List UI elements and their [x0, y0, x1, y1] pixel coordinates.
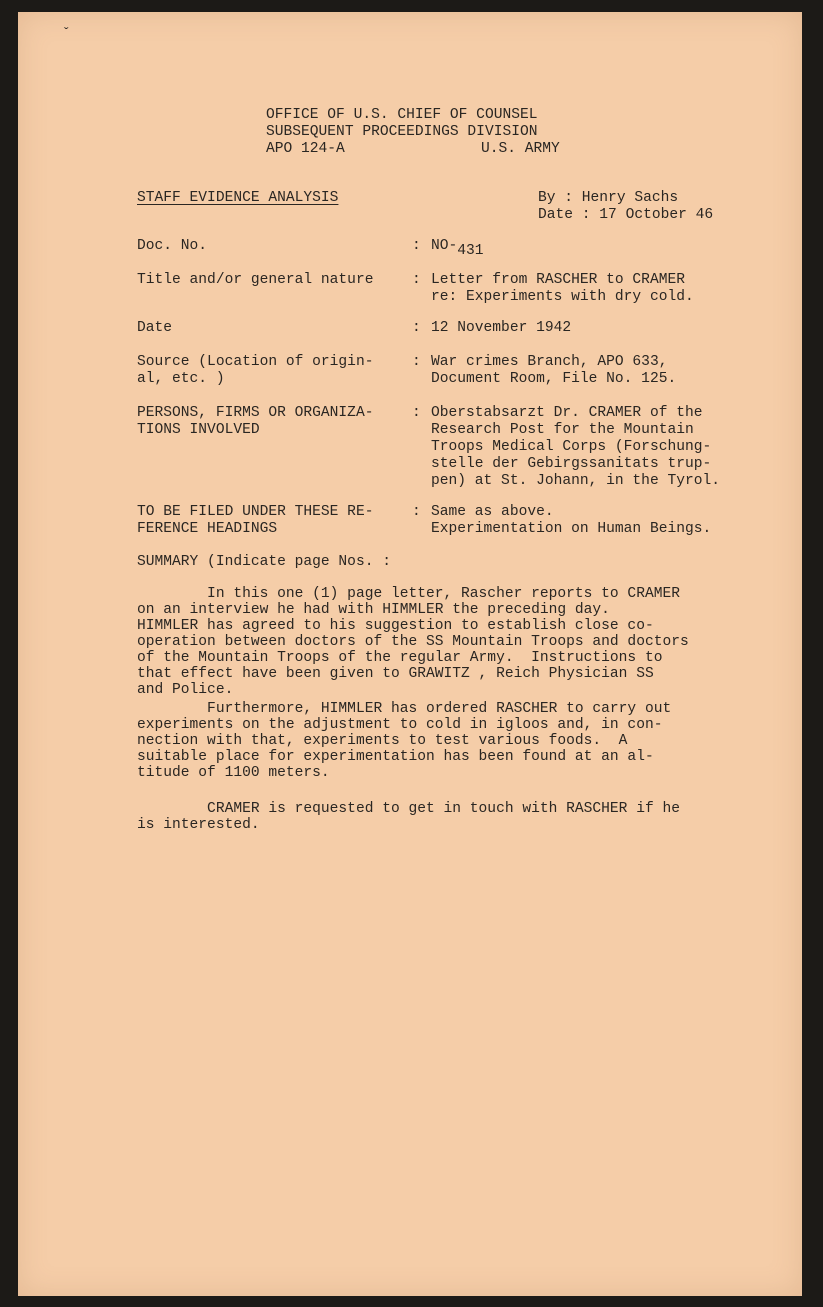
doc-no-value	[431, 238, 484, 259]
summary-p3-line-1: CRAMER is requested to get in touch with RASCHER if he	[137, 801, 680, 817]
summary-p1-line-7: and Police.	[137, 682, 234, 698]
colon-doc: :	[412, 238, 421, 254]
colon-filed: :	[412, 504, 421, 520]
header-line-3-left: APO 124-A	[266, 141, 345, 157]
summary-p1-line-4: operation between doctors of the SS Mountain Troops and doctors	[137, 634, 689, 650]
summary-p1-line-5: of the Mountain Troops of the regular Army. Instructions to	[137, 650, 663, 666]
source-value-2: Document Room, File No. 125.	[431, 371, 677, 387]
summary-p3-line-2: is interested.	[137, 817, 260, 833]
summary-p2-line-5: titude of 1100 meters.	[137, 765, 330, 781]
persons-label-1: PERSONS, FIRMS OR ORGANIZA-	[137, 405, 374, 421]
header-line-2: SUBSEQUENT PROCEEDINGS DIVISION	[266, 124, 538, 140]
summary-p1-line-3: HIMMLER has agreed to his suggestion to establish close co-	[137, 618, 654, 634]
analysis-title: STAFF EVIDENCE ANALYSIS	[137, 190, 339, 206]
persons-value-1: Oberstabsarzt Dr. CRAMER of the	[431, 405, 703, 421]
persons-value-3: Troops Medical Corps (Forschung-	[431, 439, 712, 455]
summary-p2-line-2: experiments on the adjustment to cold in igloos and, in con-	[137, 717, 663, 733]
summary-p2-line-4: suitable place for experimentation has been found at an al-	[137, 749, 654, 765]
title-label: Title and/or general nature	[137, 272, 374, 288]
date-value: 12 November 1942	[431, 320, 572, 336]
colon-persons: :	[412, 405, 421, 421]
doc-no-label: Doc. No.	[137, 238, 208, 254]
summary-p1-line-1: In this one (1) page letter, Rascher reports to CRAMER	[137, 586, 680, 602]
persons-value-2: Research Post for the Mountain	[431, 422, 694, 438]
persons-label-2: TIONS INVOLVED	[137, 422, 260, 438]
persons-value-4: stelle der Gebirgssanitats trup-	[431, 456, 712, 472]
persons-value-5: pen) at St. Johann, in the Tyrol.	[431, 473, 721, 489]
title-value-1: Letter from RASCHER to CRAMER	[431, 272, 685, 288]
header-line-3-right: U.S. ARMY	[481, 141, 560, 157]
summary-p2-line-3: nection with that, experiments to test various foods. A	[137, 733, 628, 749]
doc-no-number: 431	[457, 243, 484, 259]
document-page	[18, 12, 802, 1296]
filed-label-2: FERENCE HEADINGS	[137, 521, 278, 537]
source-value-1: War crimes Branch, APO 633,	[431, 354, 668, 370]
colon-date: :	[412, 320, 421, 336]
source-label-1: Source (Location of origin-	[137, 354, 374, 370]
summary-label: SUMMARY (Indicate page Nos. :	[137, 554, 391, 570]
summary-p1-line-6: that effect have been given to GRAWITZ , Reich Physician SS	[137, 666, 654, 682]
header-line-1: OFFICE OF U.S. CHIEF OF COUNSEL	[266, 107, 538, 123]
filed-value-1: Same as above.	[431, 504, 554, 520]
stray-mark: ˇ	[62, 26, 71, 42]
source-label-2: al, etc. )	[137, 371, 225, 387]
filed-label-1: TO BE FILED UNDER THESE RE-	[137, 504, 374, 520]
summary-p1-line-2: on an interview he had with HIMMLER the preceding day.	[137, 602, 610, 618]
colon-title: :	[412, 272, 421, 288]
doc-no-prefix: NO-	[431, 238, 458, 254]
analysis-date: Date : 17 October 46	[538, 207, 714, 223]
filed-value-2: Experimentation on Human Beings.	[431, 521, 712, 537]
date-label: Date	[137, 320, 173, 336]
summary-p2-line-1: Furthermore, HIMMLER has ordered RASCHER to carry out	[137, 701, 672, 717]
colon-source: :	[412, 354, 421, 370]
analysis-by: By : Henry Sachs	[538, 190, 679, 206]
title-value-2: re: Experiments with dry cold.	[431, 289, 694, 305]
